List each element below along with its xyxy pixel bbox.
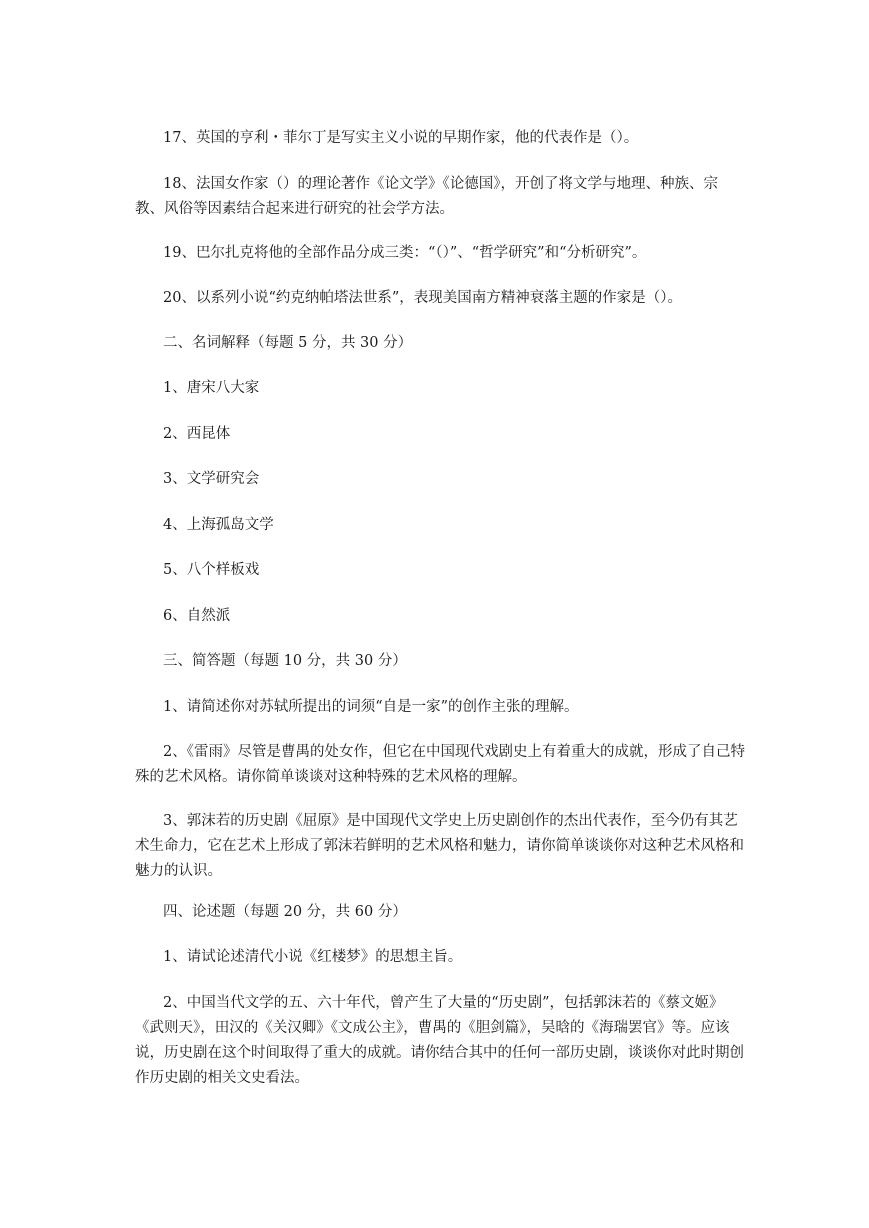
section-heading-short-answer: 三、简答题（每题 10 分，共 30 分） [163,653,407,669]
term-5: 5、八个样板戏 [163,562,260,578]
term-4: 4、上海孤岛文学 [163,517,274,533]
short-answer-3: 3、郭沫若的历史剧《屈原》是中国现代文学史上历史剧创作的杰出代表作，至今仍有其艺术生命力，它在艺术上形成了郭沫若鲜明的艺术风格和魅力，请你简单谈谈你对这种艺术风格和魅力的认识。 [135,813,744,879]
question-19: 19、巴尔扎克将他的全部作品分成三类：“（）”、“哲学研究”和“分析研究”。 [163,245,647,261]
essay-2: 2、中国当代文学的五、六十年代，曾产生了大量的“历史剧”，包括郭沫若的《蔡文姬》《武则天》，田汉的《关汉卿》《文成公主》，曹禺的《胆剑篇》，吴晗的《海瑞罢官》等。应该说，历史剧在这个时间取得了重大的成就。请你结合其中的任何一部历史剧，谈谈你对此时期创作历史剧的相关文史看法。 [135,995,744,1086]
essay-1: 1、请试论述清代小说《红楼梦》的思想主旨。 [163,949,463,965]
term-6: 6、自然派 [163,608,231,624]
short-answer-2: 2、《雷雨》尽管是曹禺的处女作，但它在中国现代戏剧史上有着重大的成就，形成了自己特殊的艺术风格。请你简单谈谈对这种特殊的艺术风格的理解。 [135,744,745,785]
term-2: 2、西昆体 [163,426,231,442]
term-1: 1、唐宋八大家 [163,380,260,396]
question-17: 17、英国的亨利・菲尔丁是写实主义小说的早期作家，他的代表作是（）。 [163,130,639,146]
section-heading-essay: 四、论述题（每题 20 分，共 60 分） [163,904,407,920]
term-3: 3、文学研究会 [163,471,260,487]
short-answer-1: 1、请简述你对苏轼所提出的词须“自是一家”的创作主张的理解。 [163,699,579,715]
question-20: 20、以系列小说“约克纳帕塔法世系”，表现美国南方精神衰落主题的作家是（）。 [163,290,683,306]
section-heading-terms: 二、名词解释（每题 5 分，共 30 分） [163,335,413,351]
question-18: 18、法国女作家（）的理论著作《论文学》《论德国》，开创了将文学与地理、种族、宗教、风俗等因素结合起来进行研究的社会学方法。 [135,176,718,217]
